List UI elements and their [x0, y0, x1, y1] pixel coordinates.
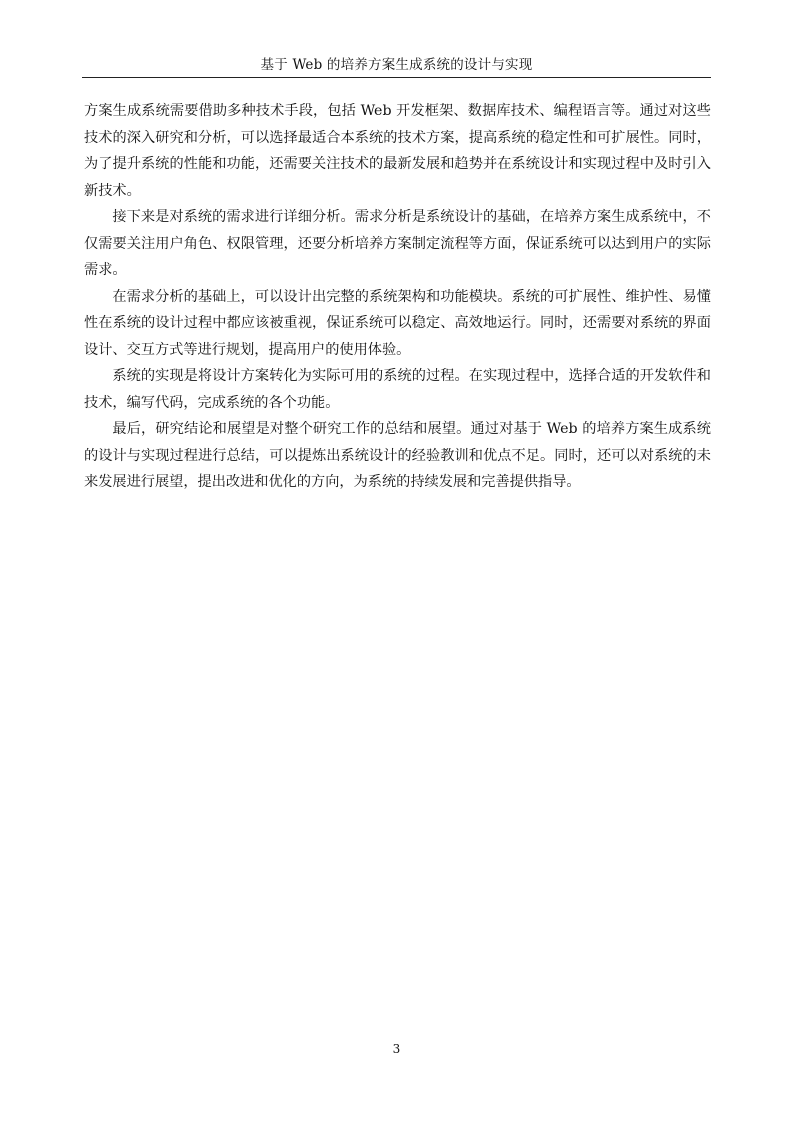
- paragraph-implementation: 系统的实现是将设计方案转化为实际可用的系统的过程。在实现过程中，选择合适的开发软件和技术，编写代码，完成系统的各个功能。: [84, 368, 711, 411]
- running-header: 基于 Web 的培养方案生成系统的设计与实现: [260, 57, 533, 73]
- page-body: [84, 98, 711, 496]
- paragraph-continued: 方案生成系统需要借助多种技术手段，包括 Web 开发框架、数据库技术、编程语言等。通过对这些技术的深入研究和分析，可以选择最适合本系统的技术方案，提高系统的稳定性和可扩展性。同时，为了提升系统的性能和功能，还需要关注技术的最新发展和趋势并在系统设计和实现过程中及时引入新技术。: [84, 103, 711, 199]
- paragraph-requirements: 接下来是对系统的需求进行详细分析。需求分析是系统设计的基础，在培养方案生成系统中，不仅需要关注用户角色、权限管理，还要分析培养方案制定流程等方面，保证系统可以达到用户的实际需求。: [84, 209, 711, 278]
- paragraph-conclusion: 最后，研究结论和展望是对整个研究工作的总结和展望。通过对基于 Web 的培养方案生成系统的设计与实现过程进行总结，可以提炼出系统设计的经验教训和优点不足。同时，还可以对系统的未来发展进行展望，提出改进和优化的方向，为系统的持续发展和完善提供指导。: [84, 421, 711, 490]
- page-number: 3: [392, 1042, 401, 1056]
- paragraph-architecture: 在需求分析的基础上，可以设计出完整的系统架构和功能模块。系统的可扩展性、维护性、易懂性在系统的设计过程中都应该被重视，保证系统可以稳定、高效地运行。同时，还需要对系统的界面设计、交互方式等进行规划，提高用户的使用体验。: [84, 288, 711, 358]
- header-rule: [82, 77, 711, 78]
